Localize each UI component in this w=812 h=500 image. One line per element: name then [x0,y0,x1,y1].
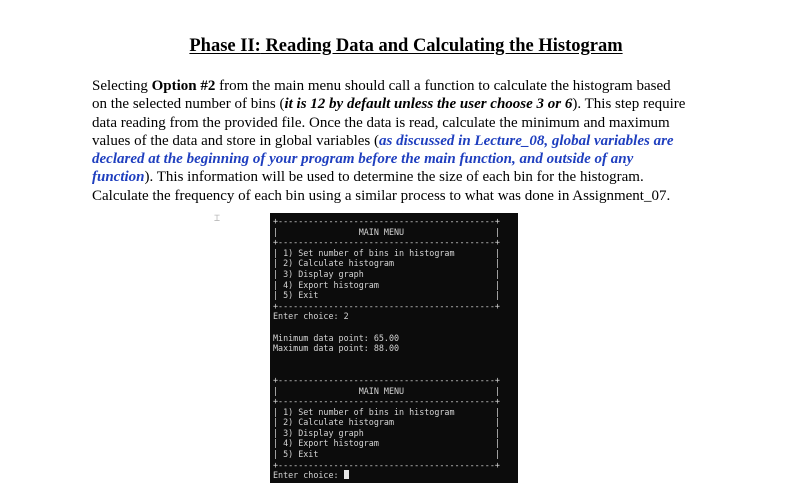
paragraph-line-5: declared at the beginning of your program before the main function, and outside of any [92,151,634,168]
option-emphasis: Option #2 [151,78,216,94]
console-line: | 3) Display graph | [273,427,500,438]
console-line: +-------------------------------------------+ [273,374,500,385]
console-line: | MAIN MENU | [273,385,500,396]
instructions-paragraph [92,77,718,205]
paragraph-line-2 [92,95,718,113]
text-run: on the selected number of bins ( [92,96,285,113]
console-line: | 3) Display graph | [273,268,500,279]
global-vars-note: as discussed in Lecture_08, global variables are [379,132,674,149]
console-line: | 5) Exit | [273,449,500,460]
console-line [273,322,515,333]
paragraph-line-7: Calculate the frequency of each bin using a similar process to what was done in Assignment_07. [92,187,671,204]
paragraph-line-6 [92,168,718,186]
title-text: Reading Data and Calculating the Histogram [260,36,623,56]
global-vars-note-end: function [92,169,145,186]
text-run: values of the data and store in global variables ( [92,132,379,149]
document-title [0,36,812,57]
console-line [273,354,515,365]
paragraph-line-1 [92,77,718,95]
console-line: Maximum data point: 88.00 [273,343,400,354]
console-line: | 2) Calculate histogram | [273,258,500,269]
console-line: +-------------------------------------------+ [273,216,500,226]
default-bins-emphasis: it is 12 by default unless the user choose 3 or 6 [284,96,573,113]
console-line: | 4) Export histogram | [273,438,500,449]
prompt-text: Enter choice: [273,470,344,481]
block-cursor [344,470,349,479]
console-line: | 1) Set number of bins in histogram | [273,406,500,417]
console-line: | 1) Set number of bins in histogram | [273,247,500,258]
paragraph-line-4 [92,132,718,150]
text-run: from the main menu should call a function to calculate the histogram based [215,78,671,94]
console-line: | MAIN MENU | [273,226,500,237]
console-line: Enter choice: 2 [273,311,349,322]
console-line: | 5) Exit | [273,290,500,301]
console-line: | 4) Export histogram | [273,279,500,290]
console-line: | 2) Calculate histogram | [273,417,500,428]
console-line: Minimum data point: 65.00 [273,332,400,343]
console-line [273,364,515,375]
console-prompt[interactable] [273,470,515,481]
text-run: ). This step require [572,96,686,113]
console-line: +-------------------------------------------+ [273,237,500,248]
title-phase-label: Phase II: [189,36,261,56]
console-screenshot [270,213,518,483]
console-line: +-------------------------------------------+ [273,300,500,311]
console-line: +-------------------------------------------+ [273,396,500,407]
paragraph-line-3: data reading from the provided file. Once the data is read, calculate the minimum and maximum [92,114,670,131]
text-cursor-icon: ⌶ [214,213,221,224]
text-run: ). This information will be used to determine the size of each bin for the histogram. [144,169,644,186]
text-run: Selecting [92,78,152,94]
console-line: +-------------------------------------------+ [273,459,500,470]
console-output [273,216,515,481]
